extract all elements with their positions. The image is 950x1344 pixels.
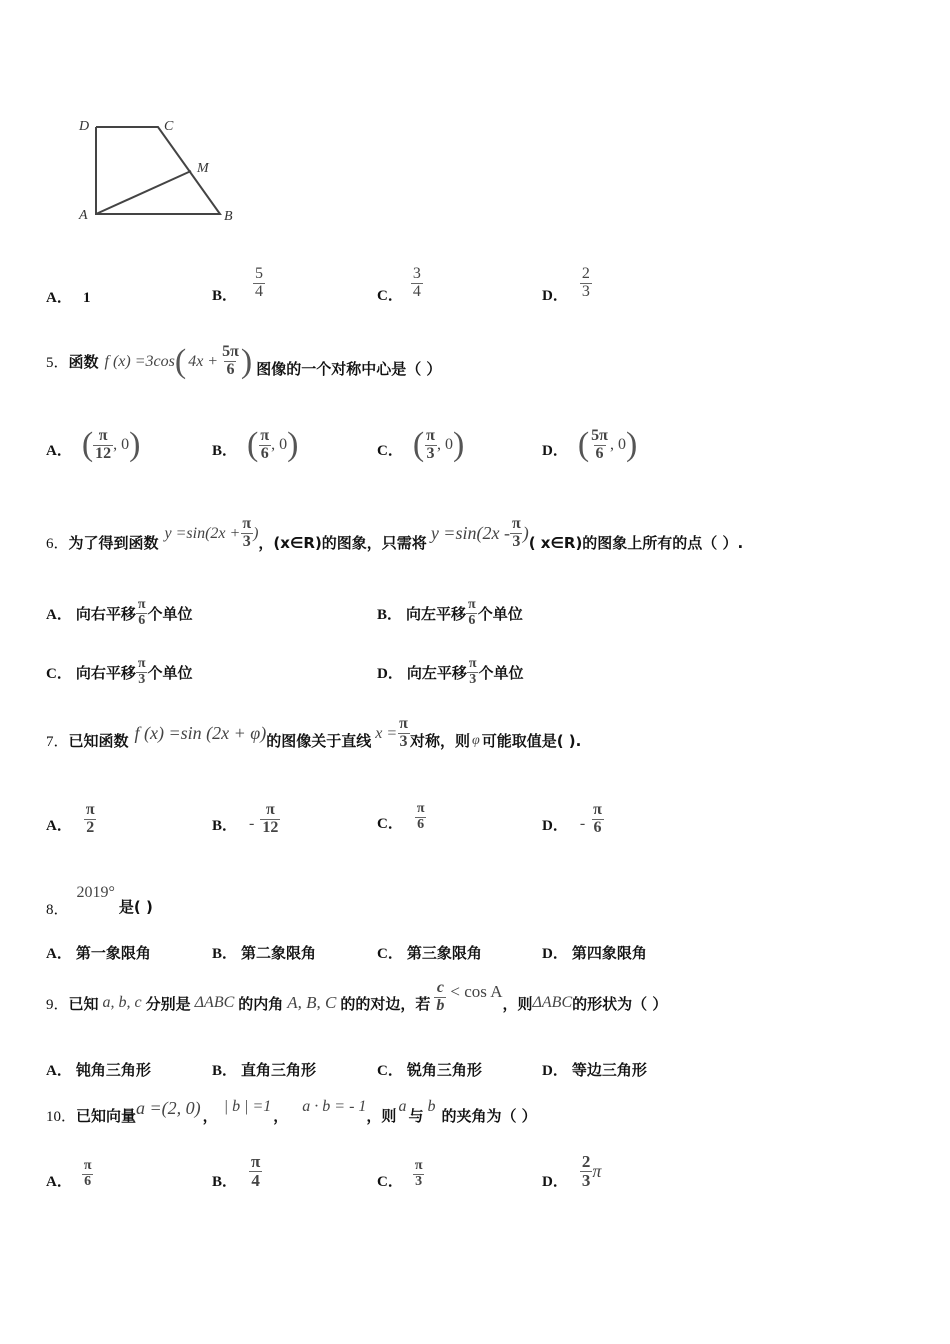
function-fraction [220,344,241,379]
q8-option-d [542,942,647,963]
function-2-fraction [510,516,523,551]
q7-option-b [212,802,280,837]
option-fraction [580,1153,593,1190]
question-5 [46,344,441,379]
denominator: 4 [255,283,264,300]
question-lead: 已知函数 [68,732,129,750]
option-letter: B． [212,817,238,834]
denominator: 3 [138,671,146,687]
denominator: 12 [262,818,279,836]
numerator: π [426,427,435,444]
option-pre: 向左平移 [406,663,467,682]
q9-option-d [542,1059,647,1080]
option-post: 个单位 [478,663,524,682]
question-number: 7． [46,734,69,750]
denominator: 3 [581,283,590,300]
left-paren: ( [174,342,187,380]
triangle-1: ΔABC [194,994,235,1012]
denominator: 6 [138,612,146,628]
question-text-1: 分别是 [145,994,191,1013]
denominator: 3 [581,1171,591,1190]
denominator: 2 [86,818,95,836]
q8-option-a [46,942,151,963]
q9-option-b [212,1059,316,1080]
question-text-2: 与 [408,1107,424,1125]
question-10 [46,1098,537,1126]
numerator: π [251,1152,261,1172]
q5-option-c [377,428,464,463]
option-letter: A． [46,1063,72,1079]
denominator: 6 [260,444,269,462]
line-fraction [397,716,410,751]
denominator: 6 [84,1174,92,1189]
numerator: π [85,801,95,818]
option-rest: , 0 [609,436,626,454]
q4-option-d [542,262,592,305]
option-letter: B． [212,442,238,459]
denominator: b [436,996,445,1014]
numerator: π [137,656,146,671]
option-letter: C． [377,288,403,304]
numerator: 3 [412,265,421,283]
numerator: π [414,1158,423,1174]
denominator: 4 [412,283,421,300]
q6-option-d [377,657,524,687]
q4-option-a [46,286,90,307]
option-letter: A． [46,1174,72,1190]
function-prefix: f (x) =3cos [104,352,175,370]
option-post: 个单位 [147,663,193,682]
denominator: 6 [468,612,476,628]
option-letter: D． [542,442,568,459]
q5-option-b [212,428,298,463]
inequality: < cos A [450,982,503,1002]
option-letter: C． [377,1174,403,1190]
angle-variables: A, B, C [287,993,337,1013]
option-letter: A． [46,946,72,962]
question-number: 5． [46,355,69,371]
denominator: 3 [399,733,408,750]
option-letter: C． [377,1063,403,1079]
q10-option-b [212,1152,262,1191]
numerator: π [468,656,477,671]
option-text: 第二象限角 [241,944,317,962]
trapezoid-figure [70,110,250,230]
denominator: 3 [242,533,251,550]
right-paren: ) [240,342,253,380]
numerator: 2 [581,1152,591,1172]
q8-option-c [377,942,482,963]
question-number: 8． [46,902,69,918]
right-paren: ) [625,426,638,464]
label-B: B [224,209,233,224]
question-lead: 已知 [68,994,99,1013]
option-letter: B． [212,1174,238,1190]
numerator: π [265,801,275,818]
question-text-3: 的夹角为（ ） [441,1107,537,1125]
denominator: 6 [595,444,604,462]
question-text-4: ，则 [502,994,533,1013]
question-mid: 的图像关于直线 [266,732,372,750]
line-prefix: x = [375,724,398,742]
option-text: 第一象限角 [75,944,151,962]
function-1-fraction [240,516,253,551]
option-letter: D． [542,1174,568,1190]
option-fraction [249,1153,262,1190]
option-letter: D． [377,665,403,682]
q6-option-c [46,657,193,687]
q8-option-b [212,942,316,963]
question-tail: ( x∈R)的图象上所有的点（ ）. [528,534,744,552]
numerator: 5π [591,427,608,444]
option-value: 1 [82,290,91,306]
question-6 [46,514,743,553]
ratio-fraction [434,980,446,1015]
function-1-prefix: y =sin(2x + [164,524,241,542]
option-text: 钝角三角形 [75,1061,151,1079]
option-letter: C． [46,665,72,682]
phi-symbol: φ [471,732,480,748]
option-text: 等边三角形 [571,1061,647,1079]
option-fraction [424,428,437,463]
option-post: 个单位 [147,604,193,623]
option-letter: C． [377,946,403,962]
vector-a: a [398,1098,407,1115]
left-paren: ( [247,426,259,464]
label-M: M [197,161,209,176]
question-text-3: 的的对边，若 [340,994,431,1013]
label-D: D [79,119,90,134]
label-C: C [164,119,174,134]
option-fraction [258,428,271,463]
numerator: π [511,515,521,533]
question-number: 10． [46,1109,77,1125]
numerator: π [416,801,425,817]
left-paren: ( [577,426,590,464]
option-letter: A． [46,290,72,306]
question-text-2: 的内角 [238,994,284,1013]
option-pre: 向左平移 [406,604,467,623]
function-expression: f (x) =sin (2x + φ) [134,723,267,743]
option-letter: B． [212,946,238,962]
option-fraction [260,802,280,837]
q6-option-b [377,598,523,628]
question-tail-b: 可能取值是( ). [481,732,582,750]
numerator: π [242,515,252,533]
numerator: π [399,715,408,733]
question-number: 9． [46,996,69,1013]
option-text: 锐角三角形 [406,1061,482,1079]
option-fraction [411,266,423,301]
left-paren: ( [412,426,425,464]
vector-a-value: a =(2, 0) [136,1098,201,1118]
option-sign: - [579,815,586,833]
option-fraction [580,266,592,301]
question-7 [46,716,581,751]
option-letter: B． [377,606,403,623]
option-pre: 向右平移 [75,604,136,623]
question-lead: 为了得到函数 [68,534,159,552]
comma-1: ， [202,1107,218,1125]
numerator: π [593,801,602,818]
label-A: A [79,208,88,223]
denominator: 6 [417,817,425,832]
option-fraction [415,802,427,832]
q10-option-a [46,1158,94,1191]
option-fraction [413,1159,425,1189]
function-2-prefix: y =sin(2x - [430,523,510,543]
question-number: 6． [46,536,69,552]
right-paren: ) [452,426,465,464]
question-tail: 是( ) [118,898,153,916]
question-lead: 已知向量 [76,1107,137,1125]
option-fraction [467,657,479,687]
q4-option-c [377,262,423,305]
option-text: 第四象限角 [571,944,647,962]
function-1-suffix: ) [253,524,259,542]
comma-2: ， [273,1107,289,1125]
q10-option-c [377,1158,425,1191]
q7-option-d [542,802,604,837]
q7-option-c [377,802,427,833]
option-fraction [82,1159,94,1189]
numerator: 5π [222,343,239,361]
function-inner: 4x + [188,352,219,370]
vector-b-magnitude: | b | =1 [223,1098,272,1115]
question-text-5: 的形状为（ ） [572,994,668,1013]
question-tail: 图像的一个对称中心是（ ） [256,360,442,378]
denominator: 6 [226,361,235,378]
option-fraction [93,428,113,463]
question-mid: ，(x∈R)的图象，只需将 [258,534,427,552]
option-letter: C． [377,816,403,832]
option-letter: B． [212,1063,238,1079]
q4-option-b [212,262,265,305]
question-lead: 函数 [68,353,99,371]
denominator: 12 [95,444,112,462]
option-rest: , 0 [271,436,288,454]
right-paren: ) [287,426,299,464]
option-letter: A． [46,442,72,459]
numerator: π [137,597,146,612]
option-fraction [591,802,604,837]
numerator: π [98,427,108,444]
option-fraction [466,598,478,628]
denominator: 3 [426,444,435,462]
q5-option-a [46,428,141,463]
option-post: 个单位 [477,604,523,623]
option-fraction [136,598,148,628]
numerator: π [260,427,270,444]
option-letter: C． [377,442,403,459]
question-8 [46,884,153,919]
denominator: 4 [251,1171,260,1190]
question-text-1: ，则 [366,1107,397,1125]
option-letter: D． [542,288,568,304]
option-letter: D． [542,817,568,834]
numerator: c [436,979,444,996]
option-pre: 向右平移 [75,663,136,682]
option-suffix: π [592,1161,602,1181]
numerator: 2 [581,265,590,283]
option-fraction [589,428,610,463]
denominator: 3 [415,1174,423,1189]
q6-option-a [46,598,193,628]
option-sign: - [249,815,255,833]
numerator: 5 [255,265,264,283]
option-rest: , 0 [436,436,453,454]
option-letter: D． [542,1063,568,1079]
option-letter: A． [46,817,72,834]
denominator: 3 [512,533,521,550]
triangle-2: ΔABC [532,994,573,1012]
option-letter: D． [542,946,568,962]
option-text: 第三象限角 [406,944,482,962]
denominator: 6 [593,818,602,836]
question-tail-a: 对称，则 [409,732,470,750]
dot-product: a · b = - 1 [302,1098,367,1115]
right-paren: ) [129,426,141,464]
option-letter: A． [46,606,72,623]
q9-option-a [46,1059,151,1080]
option-letter: B． [212,288,238,304]
numerator: π [83,1158,92,1174]
denominator: 3 [469,671,477,687]
question-9 [46,980,667,1015]
option-text: 直角三角形 [241,1061,317,1079]
option-fraction [84,802,97,837]
option-rest: , 0 [113,436,130,454]
option-fraction [136,657,148,687]
numerator: π [468,597,476,612]
left-paren: ( [81,426,94,464]
option-fraction [253,266,265,301]
q5-option-d [542,428,637,463]
side-variables: a, b, c [102,994,142,1012]
function-2-suffix: ) [522,523,529,543]
q10-option-d [542,1152,601,1191]
vector-b: b [427,1098,436,1115]
q9-option-c [377,1059,482,1080]
angle-expression: 2019° [76,884,115,901]
q7-option-a [46,802,97,837]
